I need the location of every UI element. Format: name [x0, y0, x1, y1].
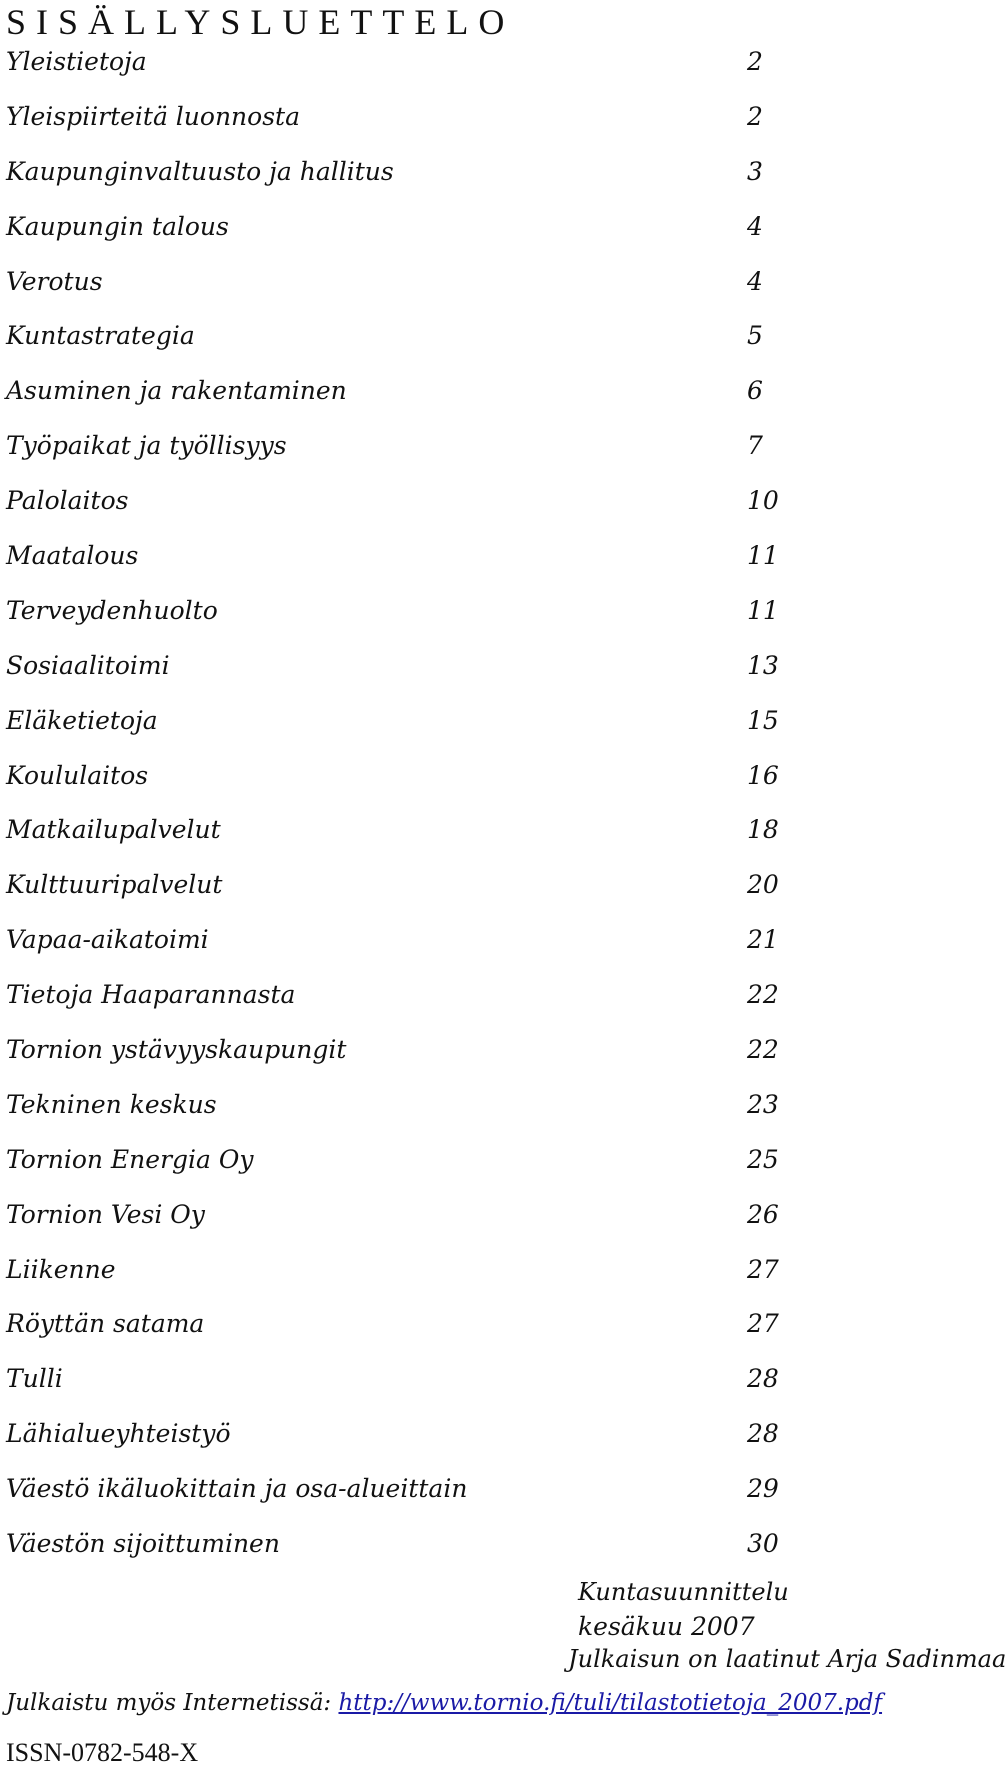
toc-entry-page: 13	[747, 650, 779, 680]
toc-entry	[6, 532, 796, 587]
toc-entry	[6, 1355, 796, 1410]
toc-entry-label: Kaupungin talous	[6, 211, 229, 241]
toc-entry	[6, 422, 796, 477]
toc-entry-label: Tekninen keskus	[6, 1089, 217, 1119]
toc-entry	[6, 916, 796, 971]
toc-entry-page: 15	[747, 705, 779, 735]
toc-entry-label: Kaupunginvaltuusto ja hallitus	[6, 156, 394, 186]
toc-entry-page: 22	[747, 980, 779, 1010]
toc-entry	[6, 697, 796, 752]
toc-entry-page: 4	[747, 211, 763, 241]
toc-entry	[6, 1026, 796, 1081]
toc-entry-page: 2	[747, 101, 763, 131]
toc-entry-label: Sosiaalitoimi	[6, 650, 170, 680]
toc-entry-page: 11	[747, 541, 779, 571]
issn-number: ISSN-0782-548-X	[6, 1738, 199, 1767]
toc-entry-label: Verotus	[6, 266, 103, 296]
toc-entry	[6, 642, 796, 697]
toc-entry	[6, 148, 796, 203]
toc-entry-page: 7	[747, 431, 763, 461]
toc-entry	[6, 1081, 796, 1136]
toc-entry-page: 27	[747, 1309, 779, 1339]
toc-entry-label: Koululaitos	[6, 760, 149, 790]
publication-date: kesäkuu 2007	[578, 1612, 755, 1641]
internet-note	[6, 1690, 882, 1716]
toc-entry	[6, 1465, 796, 1520]
toc-entry-page: 23	[747, 1089, 779, 1119]
toc-entry	[6, 1300, 796, 1355]
toc-entry-page: 6	[747, 376, 763, 406]
toc-entry-page: 21	[747, 925, 779, 955]
toc-entry-label: Kulttuuripalvelut	[6, 870, 223, 900]
toc-entry-label: Työpaikat ja työllisyys	[6, 431, 287, 461]
publication-link[interactable]: http://www.tornio.fi/tuli/tilastotietoja_2007.pdf	[338, 1690, 883, 1716]
toc-entry-label: Väestön sijoittuminen	[6, 1529, 280, 1559]
toc-entry-label: Palolaitos	[6, 486, 129, 516]
toc-entry-label: Yleistietoja	[6, 47, 147, 76]
toc-entry-label: Terveydenhuolto	[6, 595, 218, 625]
toc-entry-label: Liikenne	[6, 1254, 116, 1284]
department-name: Kuntasuunnittelu	[578, 1578, 789, 1606]
toc-entry-page: 28	[747, 1419, 779, 1449]
document-title: SISÄLLYSLUETTELO	[6, 2, 515, 42]
toc-entry-page: 4	[747, 266, 763, 296]
toc-entry-page: 3	[747, 156, 763, 186]
toc-entry-label: Vapaa-aikatoimi	[6, 925, 209, 955]
toc-entry-page: 29	[747, 1474, 779, 1504]
toc-entry	[6, 861, 796, 916]
toc-entry	[6, 1246, 796, 1301]
toc-entry-page: 2	[747, 47, 763, 76]
toc-entry-label: Matkailupalvelut	[6, 815, 221, 845]
toc-entry-page: 27	[747, 1254, 779, 1284]
toc-entry-label: Tornion Vesi Oy	[6, 1199, 205, 1229]
toc-entry-label: Asuminen ja rakentaminen	[6, 376, 347, 406]
toc-entry-page: 18	[747, 815, 779, 845]
toc-entry-label: Lähialueyhteistyö	[6, 1419, 231, 1449]
toc-entry-label: Tornion Energia Oy	[6, 1144, 254, 1174]
toc-entry	[6, 93, 796, 148]
toc-entry-label: Yleispiirteitä luonnosta	[6, 101, 300, 131]
toc-entry-page: 10	[747, 486, 779, 516]
toc-entry-page: 28	[747, 1364, 779, 1394]
toc-entry-page: 20	[747, 870, 779, 900]
toc-entry-label: Maatalous	[6, 541, 139, 571]
toc-entry	[6, 38, 796, 93]
toc-entry-page: 25	[747, 1144, 779, 1174]
toc-entry	[6, 367, 796, 422]
toc-entry-label: Röyttän satama	[6, 1309, 205, 1339]
toc-entry-label: Tietoja Haaparannasta	[6, 980, 296, 1010]
toc-entry	[6, 1410, 796, 1465]
toc-entry-page: 11	[747, 595, 779, 625]
toc-entry-page: 5	[747, 321, 763, 351]
toc-entry-page: 30	[747, 1529, 779, 1559]
toc-entry	[6, 477, 796, 532]
toc-entry-label: Kuntastrategia	[6, 321, 195, 351]
toc-entry	[6, 1520, 796, 1575]
toc-entry-label: Tornion ystävyyskaupungit	[6, 1035, 347, 1065]
internet-label: Julkaistu myös Internetissä:	[6, 1690, 332, 1716]
toc-entry	[6, 587, 796, 642]
toc-entry-page: 26	[747, 1199, 779, 1229]
toc-entry	[6, 806, 796, 861]
toc-entry	[6, 1191, 796, 1246]
toc-entry-label: Väestö ikäluokittain ja osa-alueittain	[6, 1474, 468, 1504]
toc-entry-label: Eläketietoja	[6, 705, 158, 735]
toc-entry-page: 22	[747, 1035, 779, 1065]
toc-entry-page: 16	[747, 760, 779, 790]
toc-entry	[6, 752, 796, 807]
toc-entry	[6, 1136, 796, 1191]
toc-entry	[6, 971, 796, 1026]
toc-entry	[6, 203, 796, 258]
toc-entry	[6, 312, 796, 367]
author-credit: Julkaisun on laatinut Arja Sadinmaa	[568, 1645, 1006, 1673]
toc-entry	[6, 258, 796, 313]
toc-entry-label: Tulli	[6, 1364, 63, 1394]
table-of-contents	[6, 38, 796, 1575]
